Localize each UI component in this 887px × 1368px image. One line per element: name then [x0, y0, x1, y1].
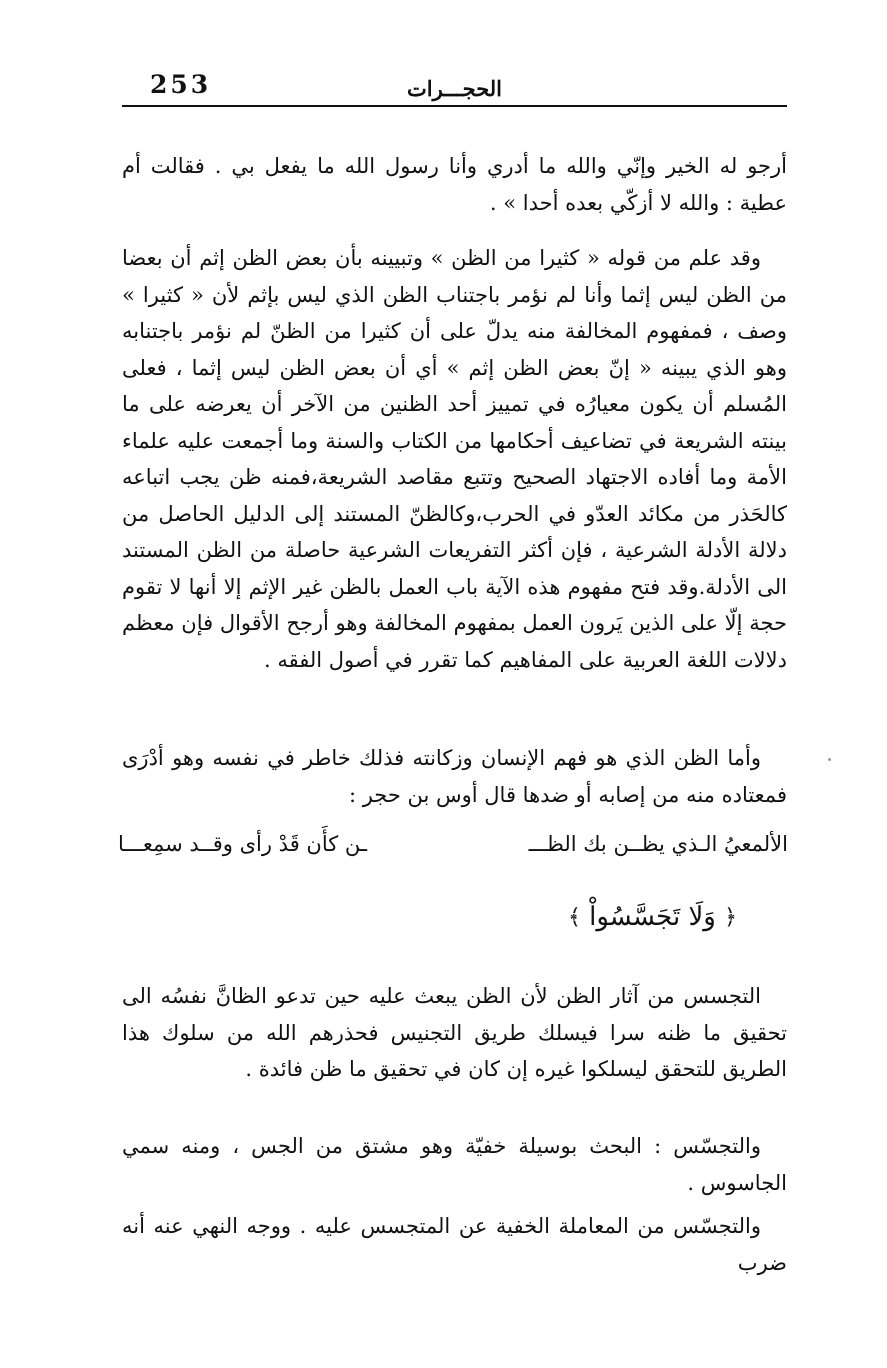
- page-number: 253: [150, 70, 212, 99]
- header-rule: [122, 105, 787, 107]
- ornate-bracket-close-icon: ﴾: [567, 905, 581, 930]
- verse-first-hemistich: الألمعيُ الـذي يظــن بك الظـــ: [528, 832, 788, 856]
- verse-second-hemistich: ـن كأَن قَدْ رأى وقــد سمِعـــا: [118, 832, 368, 856]
- page-header: [122, 62, 787, 108]
- print-speck: [828, 758, 831, 761]
- paragraph-zann-discussion: وقد علم من قوله « كثيرا من الظن » وتبيينه بأن بعض الظن إثم أن بعضا من الظن ليس إثما وأنا لم نؤمر باجتناب الظن الذي ليس بإثم لأن « كثيرا » وصف ، فمفهوم المخالفة منه يدلّ على أن كثيرا من الظنّ لم نؤمر باجتنابه وهو الذي يبينه « إنّ بعض الظن إثم » أي أن بعض الظن ليس إثما ، فعلى المُسلم أن يكون معيارُه في تمييز أحد الظنين من الآخر أن يعرضه على ما بينته الشريعة في تضاعيف أحكامها من الكتاب والسنة وما أجمعت عليه علماء الأمة وما أفاده الاجتهاد الصحيح وتتبع مقاصد الشريعة،فمنه ظن يجب اتباعه كالحَذر من مكائد العدّو في الحرب،وكالظنّ المستند إلى الدليل الحاصل من دلالة الأدلة الشرعية ، فإن أكثر التفريعات الشرعية حاصلة من الظن المستند الى الأدلة.وقد فتح مفهوم هذه الآية باب العمل بالظن غير الإثم إلا أنها لا تقوم حجة إلّا على الذين يَرون العمل بمفهوم المخالفة وهو أرجح الأقوال فإن معظم دلالات اللغة العربية على المفاهيم كما تقرر في أصول الفقه .: [122, 246, 787, 672]
- paragraph-hadith-end: أرجو له الخير وإنّي والله ما أدري وأنا رسول الله ما يفعل بي . فقالت أم عطية : والله لا أزكّي بعده أحدا » .: [122, 154, 787, 215]
- ornate-bracket-open-icon: ﴿: [724, 905, 737, 930]
- quran-verse-heading: [568, 902, 737, 932]
- paragraph-tajassus-definition: والتجسّس : البحث بوسيلة خفيّة وهو مشتق من الجس ، ومنه سمي الجاسوس .: [122, 1134, 787, 1195]
- ayah-text: وَلَا تَجَسَّسُواْ: [589, 902, 716, 932]
- paragraph-zann-intuition: وأما الظن الذي هو فهم الإنسان وزكانته فذلك خاطر في نفسه وهو أدْرَى فمعتاده منه من إصابه أو ضدها قال أوس بن حجر :: [122, 746, 787, 807]
- running-title: الحجـــرات: [407, 76, 502, 101]
- paragraph-tajassus-origin: التجسس من آثار الظن لأن الظن يبعث عليه حين تدعو الظانَّ نفسُه الى تحقيق ما ظنه سرا فيسلك طريق التجنيس فحذرهم الله من سلوك هذا الطريق للتحقق ليسلكوا غيره إن كان في تحقيق ما ظن فائدة .: [122, 984, 787, 1081]
- poetry-verse: [118, 832, 788, 868]
- paragraph-tajassus-prohibition: والتجسّس من المعاملة الخفية عن المتجسس عليه . ووجه النهي عنه أنه ضرب: [122, 1214, 787, 1275]
